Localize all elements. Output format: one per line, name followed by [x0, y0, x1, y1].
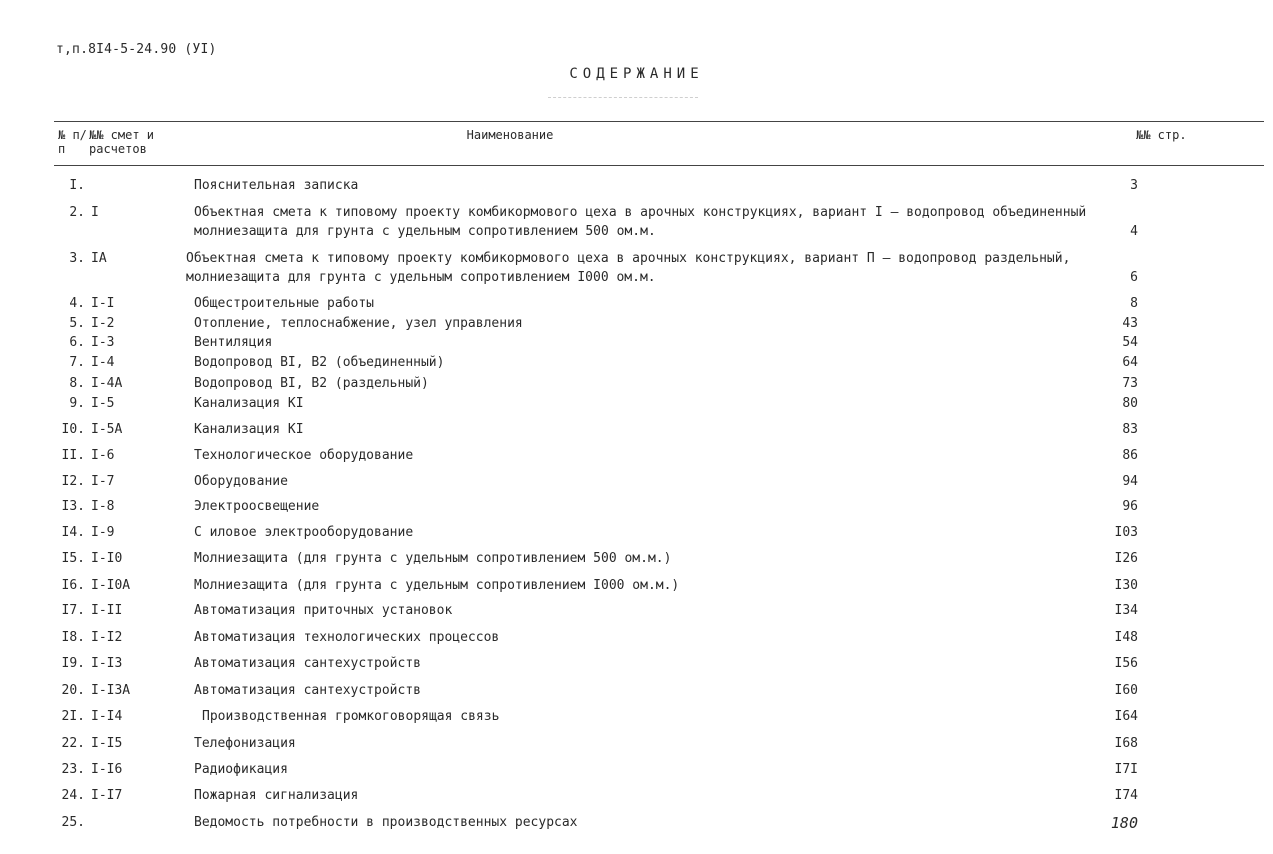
row-page: I30 [1114, 578, 1138, 593]
row-estimate: I-9 [91, 525, 115, 540]
row-name: Автоматизация технологических процессов [194, 630, 500, 645]
row-number: I9. [61, 656, 85, 671]
row-estimate: I-I5 [91, 736, 123, 751]
row-estimate: I-3 [91, 335, 115, 350]
row-page: 4 [1130, 224, 1138, 239]
row-name: Радиофикация [194, 762, 288, 777]
row-page: I60 [1114, 683, 1138, 698]
row-name: Оборудование [194, 474, 288, 489]
row-page: I64 [1114, 709, 1138, 724]
row-estimate: I-I6 [91, 762, 123, 777]
row-estimate: I-I3 [91, 656, 123, 671]
row-estimate: I-8 [91, 499, 115, 514]
table-header-bottom-rule [54, 165, 1264, 166]
row-number: 5. [69, 316, 85, 331]
row-number: I6. [61, 578, 85, 593]
row-name: Объектная смета к типовому проекту комбикормового цеха в арочных конструкциях, вариант П – водопровод раздельный, молниезащита для грунта с удельным сопротивлением I000 ом.м. [186, 251, 1071, 285]
row-page: I26 [1114, 551, 1138, 566]
row-number: 6. [69, 335, 85, 350]
row-page: 83 [1122, 422, 1138, 437]
row-page: 180 [1110, 814, 1138, 832]
row-estimate: I-4 [91, 355, 115, 370]
row-estimate: I-I0А [91, 578, 131, 593]
row-number: I0. [61, 422, 85, 437]
row-estimate: I [91, 205, 99, 220]
row-estimate: I-7 [91, 474, 115, 489]
row-page: I68 [1114, 736, 1138, 751]
row-estimate: I-5 [91, 396, 115, 411]
header-name: Наименование [466, 128, 554, 142]
row-name: Канализация КI [194, 396, 304, 411]
row-name: Молниезащита (для грунта с удельным сопротивлением 500 ом.м.) [194, 551, 672, 566]
row-estimate: I-II [91, 603, 123, 618]
row-estimate: I-4А [91, 376, 123, 391]
row-name: Технологическое оборудование [194, 448, 414, 463]
row-name: Молниезащита (для грунта с удельным сопротивлением I000 ом.м.) [194, 578, 680, 593]
row-number: II. [61, 448, 85, 463]
row-number: 3. [69, 251, 85, 266]
row-estimate: I-I2 [91, 630, 123, 645]
row-number: I5. [61, 551, 85, 566]
header-number: № п/п [58, 128, 87, 156]
row-number: 25. [61, 815, 85, 830]
row-estimate: IA [91, 251, 107, 266]
row-name: Водопровод ВI, В2 (объединенный) [194, 355, 445, 370]
row-number: 4. [69, 296, 85, 311]
row-page: 80 [1122, 396, 1138, 411]
row-number: 24. [61, 788, 85, 803]
row-name: Водопровод ВI, В2 (раздельный) [194, 376, 429, 391]
row-page: 94 [1122, 474, 1138, 489]
row-name: Телефонизация [194, 736, 296, 751]
row-page: I56 [1114, 656, 1138, 671]
row-estimate: I-2 [91, 316, 115, 331]
row-page: I03 [1114, 525, 1138, 540]
row-number: 2. [69, 205, 85, 220]
row-name: Канализация КI [194, 422, 304, 437]
row-name: Отопление, теплоснабжение, узел управления [194, 316, 523, 331]
row-number: 20. [61, 683, 85, 698]
row-page: 8 [1130, 296, 1138, 311]
row-estimate: I-6 [91, 448, 115, 463]
title-underline [548, 97, 698, 98]
row-estimate: I-5А [91, 422, 123, 437]
row-name: Ведомость потребности в производственных ресурсах [194, 815, 578, 830]
row-number: I2. [61, 474, 85, 489]
row-name: Пожарная сигнализация [194, 788, 359, 803]
row-estimate: I-I [91, 296, 115, 311]
row-number: 22. [61, 736, 85, 751]
row-name: Автоматизация сантехустройств [194, 656, 421, 671]
row-number: I8. [61, 630, 85, 645]
row-page: I48 [1114, 630, 1138, 645]
row-page: 54 [1122, 335, 1138, 350]
table-header-top-rule [54, 121, 1264, 122]
row-name: Пояснительная записка [194, 178, 359, 193]
row-name: Электроосвещение [194, 499, 320, 514]
row-name: Автоматизация сантехустройств [194, 683, 421, 698]
row-number: 8. [69, 376, 85, 391]
row-number: 2I. [61, 709, 85, 724]
row-name: Производственная громкоговорящая связь [202, 709, 500, 724]
header-estimate: №№ смет и расчетов [89, 128, 155, 156]
row-estimate: I-I7 [91, 788, 123, 803]
row-page: 73 [1122, 376, 1138, 391]
row-name: Объектная смета к типовому проекту комбикормового цеха в арочных конструкциях, вариант I – водопровод объединенный молниезащита для грунта с удельным сопротивлением 500 ом.м. [194, 205, 1087, 239]
row-name: С иловое электрооборудование [194, 525, 414, 540]
header-page: №№ стр. [1136, 128, 1187, 142]
row-estimate: I-I4 [91, 709, 123, 724]
page-title: СОДЕРЖАНИЕ [569, 66, 704, 82]
row-page: 86 [1122, 448, 1138, 463]
row-number: 7. [69, 355, 85, 370]
row-number: I3. [61, 499, 85, 514]
row-page: I7I [1114, 762, 1138, 777]
document-code: т,п.8I4-5-24.90 (УI) [56, 42, 217, 57]
row-name: Вентиляция [194, 335, 273, 350]
row-page: 3 [1130, 178, 1138, 193]
row-page: 43 [1122, 316, 1138, 331]
row-number: 9. [69, 396, 85, 411]
row-estimate: I-I3А [91, 683, 131, 698]
row-estimate: I-I0 [91, 551, 123, 566]
row-page: I74 [1114, 788, 1138, 803]
row-number: I7. [61, 603, 85, 618]
row-number: I. [69, 178, 85, 193]
row-number: I4. [61, 525, 85, 540]
row-page: 6 [1130, 270, 1138, 285]
row-page: I34 [1114, 603, 1138, 618]
row-page: 64 [1122, 355, 1138, 370]
row-page: 96 [1122, 499, 1138, 514]
row-name: Автоматизация приточных установок [194, 603, 453, 618]
row-name: Общестроительные работы [194, 296, 375, 311]
row-number: 23. [61, 762, 85, 777]
